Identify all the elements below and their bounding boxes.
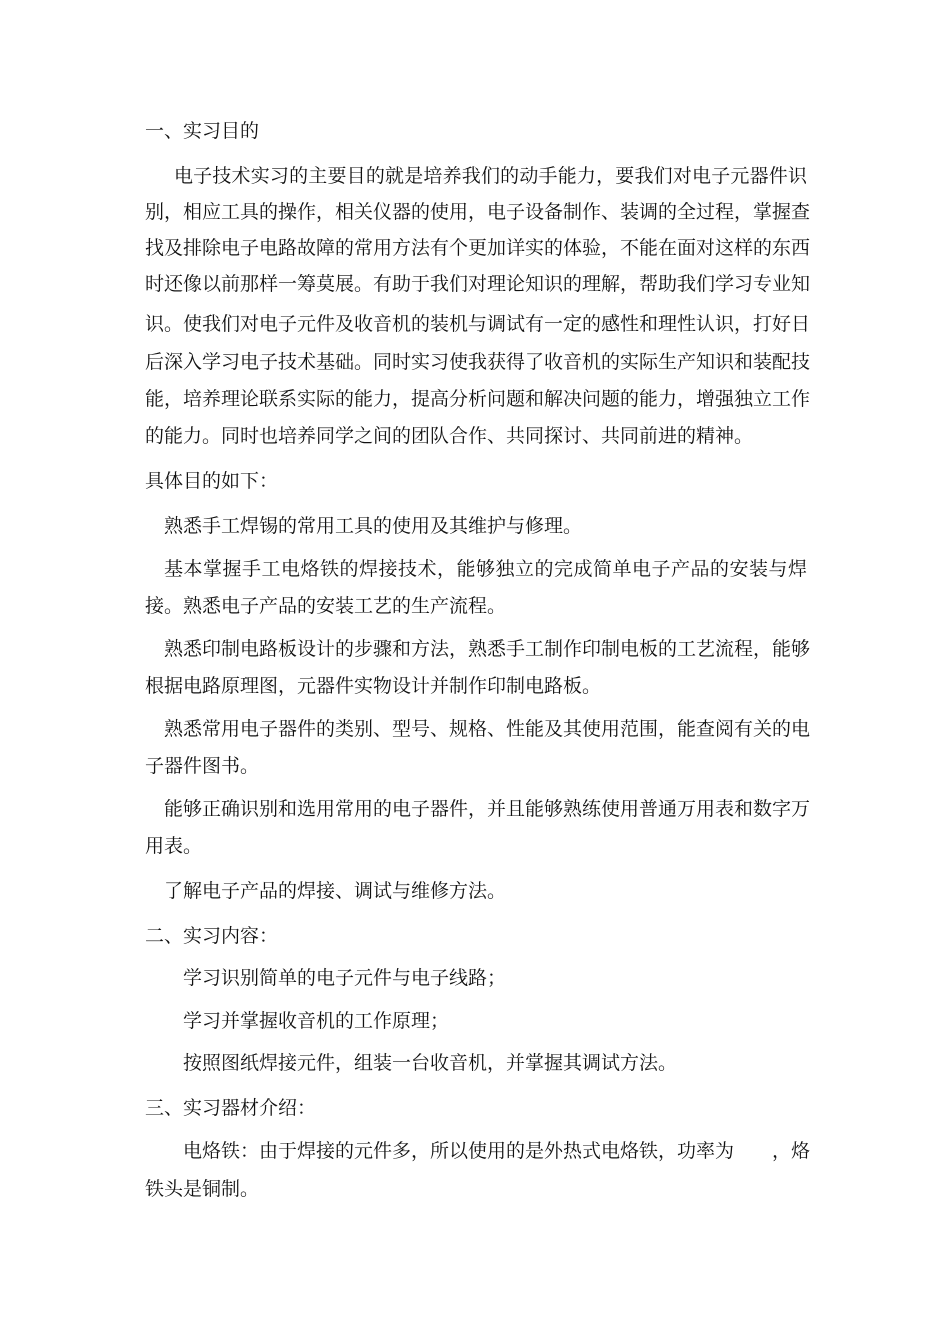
section-heading: 二、实习内容： (145, 925, 279, 947)
goal-item: 基本掌握手工电烙铁的焊接技术，能够独立的完成简单电子产品的安装与焊 (164, 558, 807, 580)
paragraph-line: 铁头是铜制。 (145, 1178, 260, 1200)
paragraph-line: 识。使我们对电子元件及收音机的装机与调试有一定的感性和理性认识，打好日 (145, 313, 811, 335)
goal-item-continued: 子器件图书。 (145, 755, 260, 777)
goal-item-continued: 接。熟悉电子产品的安装工艺的生产流程。 (145, 595, 507, 617)
content-item: 按照图纸焊接元件，组装一台收音机，并掌握其调试方法。 (183, 1052, 678, 1074)
content-item: 学习识别简单的电子元件与电子线路； (183, 967, 507, 989)
goals-label: 具体目的如下： (145, 470, 279, 492)
goal-item-continued: 用表。 (145, 835, 203, 857)
paragraph-line: 别，相应工具的操作，相关仪器的使用，电子设备制作、装调的全过程，掌握查 (145, 201, 811, 223)
goal-item: 了解电子产品的焊接、调试与维修方法。 (164, 880, 507, 902)
paragraph-line: 后深入学习电子技术基础。同时实习使我获得了收音机的实际生产知识和装配技 (145, 351, 811, 373)
goal-item: 熟悉常用电子器件的类别、型号、规格、性能及其使用范围，能查阅有关的电 (164, 718, 811, 740)
goal-item: 熟悉手工焊锡的常用工具的使用及其维护与修理。 (164, 515, 583, 537)
paragraph-line: 能，培养理论联系实际的能力，提高分析问题和解决问题的能力，增强独立工作 (145, 388, 811, 410)
paragraph-line: 时还像以前那样一筹莫展。有助于我们对理论知识的理解，帮助我们学习专业知 (145, 273, 811, 295)
section-heading: 三、实习器材介绍： (145, 1097, 317, 1119)
goal-item: 熟悉印制电路板设计的步骤和方法，熟悉手工制作印制电板的工艺流程，能够 (164, 638, 811, 660)
paragraph-line: 找及排除电子电路故障的常用方法有个更加详实的体验，不能在面对这样的东西 (145, 237, 811, 259)
paragraph-line: 电烙铁：由于焊接的元件多，所以使用的是外热式电烙铁，功率为 ，烙 (183, 1140, 811, 1162)
section-heading: 一、实习目的 (145, 120, 260, 142)
goal-item-continued: 根据电路原理图，元器件实物设计并制作印制电路板。 (145, 675, 602, 697)
paragraph-line: 电子技术实习的主要目的就是培养我们的动手能力，要我们对电子元器件识 (174, 165, 807, 187)
content-item: 学习并掌握收音机的工作原理； (183, 1010, 450, 1032)
paragraph-line: 的能力。同时也培养同学之间的团队合作、共同探讨、共同前进的精神。 (145, 425, 754, 447)
goal-item: 能够正确识别和选用常用的电子器件，并且能够熟练使用普通万用表和数字万 (164, 798, 811, 820)
